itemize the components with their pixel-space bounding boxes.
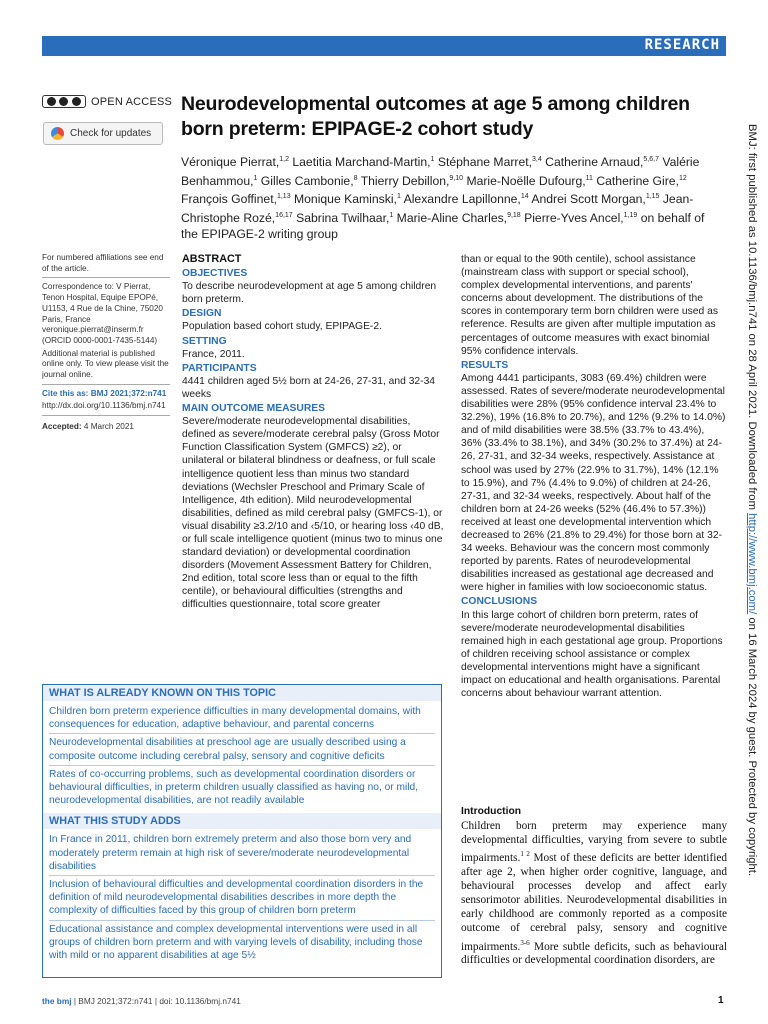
author-name xyxy=(292,155,434,169)
author-affiliation-ref: 14 xyxy=(520,193,529,201)
author-name xyxy=(531,192,659,206)
author-name-text: Stéphane Marret, xyxy=(437,155,533,170)
download-notice-post: on 16 March 2024 by guest. Protected by copyright. xyxy=(746,614,758,877)
author-name xyxy=(294,192,401,206)
author-name-text: Pierre-Yves Ancel, xyxy=(524,211,624,226)
study-adds-list xyxy=(43,829,441,968)
abstract-heading: ABSTRACT xyxy=(182,253,242,265)
creative-commons-icon xyxy=(42,95,86,108)
bmj-logo: the bmj xyxy=(42,996,72,1006)
list-item: In France in 2011, children born extremely preterm and also those born very and moderately preterm remain at high risk of severe/moderate neurodevelopmental disabilities xyxy=(49,831,435,876)
list-item: Educational assistance and complex developmental interventions were used in all groups of children born preterm and with varying levels of disability, including those with mild or no apparent disabilities at age 5½ xyxy=(49,923,423,962)
author-name xyxy=(466,174,593,188)
doi-link[interactable]: http://dx.doi.org/10.1136/bmj.n741 xyxy=(42,401,166,411)
author-affiliation-ref: 1 xyxy=(253,174,258,182)
author-affiliation-ref: 11 xyxy=(585,174,593,182)
summary-box xyxy=(42,684,442,978)
author-name xyxy=(296,211,393,225)
list-item: Inclusion of behavioural difficulties and developmental coordination disorders in the definition of mild neurodevelopmental disabilities describes in more depth the complexity of difficulties faced by this group of children born preterm xyxy=(49,876,435,921)
already-known-heading: WHAT IS ALREADY KNOWN ON THIS TOPIC xyxy=(43,685,441,701)
check-for-updates-icon xyxy=(51,127,64,140)
author-name xyxy=(404,192,529,206)
author-name xyxy=(397,211,521,225)
author-name-text: François Goffinet, xyxy=(181,192,277,207)
list-item: Children born preterm experience difficulties in many developmental domains, with consequences for education, adaptive behaviour, and parental concerns xyxy=(49,703,435,734)
footer-citation: | BMJ 2021;372:n741 | doi: 10.1136/bmj.n741 xyxy=(71,996,241,1006)
author-name-text: Thierry Debillon, xyxy=(360,173,450,188)
author-affiliation-ref: 1 xyxy=(389,211,394,219)
author-name-text: Gilles Cambonie, xyxy=(260,173,354,188)
author-name-text: Laetitia Marchand-Martin, xyxy=(292,155,431,170)
open-access-label: OPEN ACCESS xyxy=(91,95,173,108)
author-name-text: Marie-Aline Charles, xyxy=(396,211,508,226)
design-heading: DESIGN xyxy=(182,308,222,320)
author-name-text: Catherine Gire, xyxy=(596,173,679,188)
introduction-text xyxy=(461,819,727,967)
accepted-value: 4 March 2021 xyxy=(83,422,134,432)
intro-sentence-1: Children born preterm may experience many developmental difficulties, varying from severe to subtle impairments. xyxy=(461,820,727,864)
author-affiliation-ref: 1 xyxy=(430,156,435,163)
author-affiliation-ref: 1,15 xyxy=(645,193,660,201)
design-text: Population based cohort study, EPIPAGE-2. xyxy=(182,321,382,333)
additional-material-note: Additional material is published online only. To view please visit the journal online. xyxy=(42,348,169,380)
conclusions-text: In this large cohort of children born preterm, rates of severe/moderate neurodevelopmental disabilities remained high in each gestational age group. Proportions of children receiving school assistance or complex developmental interventions might have a significant impact on educational and health organisations. Parental concerns about behaviour warrant attention. xyxy=(461,609,723,700)
abstract-column-2 xyxy=(461,253,727,700)
intro-sentence-2: Most of these deficits are better identified after age 2, when higher order cognitive, language, and behavioural processes develop and affect early sensorimotor abilities. Neurodevelopmental disabilities in early childhood are commonly reported as a composite outcome of cerebral palsy, sensory and cognitive impairments. xyxy=(461,851,728,953)
results-heading: RESULTS xyxy=(461,359,509,371)
list-item: Rates of co-occurring problems, such as developmental coordination disorders or behavioural difficulties, in preterm children usually classified as having no, or mild, neurodevelopmental disabilities, are not readily available xyxy=(49,768,419,807)
author-name-text: Véronique Pierrat, xyxy=(181,155,280,170)
author-affiliation-ref: 1 xyxy=(396,193,401,201)
author-affiliation-ref: 16,17 xyxy=(275,211,293,219)
author-affiliation-ref: 3,4 xyxy=(532,156,542,163)
author-name-text: Sabrina Twilhaar, xyxy=(296,211,390,226)
introduction-section xyxy=(461,806,727,967)
author-affiliation-ref: 1,19 xyxy=(623,211,638,219)
author-name-text: Monique Kaminski, xyxy=(293,192,397,207)
download-notice-strip xyxy=(736,124,764,924)
author-affiliation-ref: 5,6,7 xyxy=(643,156,659,163)
author-affiliation-ref: 8 xyxy=(353,174,358,182)
author-name-text: Valérie Benhammou, xyxy=(181,155,700,188)
setting-heading: SETTING xyxy=(182,335,227,347)
download-notice xyxy=(746,124,758,876)
author-name xyxy=(181,192,291,206)
author-name xyxy=(545,155,659,169)
author-list xyxy=(181,152,721,242)
accepted-date xyxy=(42,422,170,433)
article-title: Neurodevelopmental outcomes at age 5 among children born preterm: EPIPAGE-2 cohort study xyxy=(181,93,690,140)
author-name xyxy=(181,155,289,169)
author-name xyxy=(361,174,463,188)
author-name xyxy=(524,211,637,225)
author-name xyxy=(261,174,358,188)
author-affiliation-ref: 9,18 xyxy=(507,211,521,219)
download-notice-pre: BMJ: first published as 10.1136/bmj.n741 on 28 April 2021. Downloaded from xyxy=(746,124,758,514)
citation-ref[interactable]: 1 2 xyxy=(520,850,530,859)
participants-text: 4441 children aged 5½ born at 24-26, 27-31, and 32-34 weeks xyxy=(182,375,436,400)
check-for-updates-button[interactable] xyxy=(43,122,163,145)
introduction-heading: Introduction xyxy=(461,806,522,817)
article-sidenote xyxy=(42,253,170,435)
outcome-measures-heading: MAIN OUTCOME MEASURES xyxy=(182,403,326,415)
author-name-text: Andrei Scott Morgan, xyxy=(531,192,646,207)
abstract-column-1 xyxy=(182,253,444,612)
author-name-text: Jean-Christophe Rozé, xyxy=(181,192,694,226)
cite-as xyxy=(42,389,170,400)
list-item: Neurodevelopmental disabilities at preschool age are usually described using a composite outcome including cerebral palsy, sensory and cognitive deficits xyxy=(49,734,435,765)
intro-sentence-3: More subtle deficits, such as behavioural difficulties or developmental coordination disorders, are xyxy=(461,940,727,967)
objectives-text: To describe neurodevelopment at age 5 among children born preterm. xyxy=(182,281,437,306)
check-for-updates-label: Check for updates xyxy=(70,128,152,139)
open-access-badge xyxy=(42,95,172,108)
cite-as-value: BMJ 2021;372:n741 xyxy=(90,388,167,398)
accepted-label: Accepted: xyxy=(42,422,82,432)
participants-heading: PARTICIPANTS xyxy=(182,362,257,374)
already-known-list xyxy=(43,701,441,813)
author-name-text: Catherine Arnaud, xyxy=(545,155,644,170)
bmj-site-link[interactable]: http://www.bmj.com/ xyxy=(746,513,758,615)
author-affiliation-ref: 1,13 xyxy=(276,193,291,201)
outcome-measures-continued: than or equal to the 90th centile), school assistance (mainstream class with support or special school), complex developmental interventions, and parents' concerns about development. The distributions of the scores in contemporary term born children were used as reference. Results are given after multiple imputation as percentages of outcome measures with exact binomial 95% confidence intervals. xyxy=(461,254,718,357)
citation-ref[interactable]: 3-6 xyxy=(520,938,530,947)
author-name xyxy=(596,174,686,188)
cite-as-label: Cite this as: xyxy=(42,388,89,398)
affiliations-note: For numbered affiliations see end of the article. xyxy=(42,253,164,273)
conclusions-heading: CONCLUSIONS xyxy=(461,596,538,608)
results-text: Among 4441 participants, 3083 (69.4%) children were assessed. Rates of severe/moderate neurodevelopmental disabilities were 28% (95% confidence interval 23.4% to 32.2%), 19% (16.8% to 20.7%), and 12% (9.2% to 14.0%) and of mild disabilities were 38.5% (33.7% to 43.4%), 36% (33.4% to 38.1%), and 34% (30.2% to 37.4%) at 24-26, 27-31, and 32-34 weeks, respectively. Assistance at school was used by 27% (22.9% to 31.7%), 14% (12.1% to 15.9%), and 7% (4.4% to 9.0%) of children at 24-26, 27-31, and 32-34 weeks, respectively. About half of the children born at 24-26 weeks (52% (46.4% to 57.3%)) received at least one developmental intervention which decreased to 26% (21.8% to 29.4%) for those born at 32-34 weeks. Behaviour was the concern most commonly reported by parents. Rates of neurodevelopmental disabilities increased as gestational age decreased and were higher in families with low socioeconomic status. xyxy=(461,372,726,594)
author-affiliation-ref: 1,2 xyxy=(279,156,289,163)
page-footer xyxy=(42,996,241,1006)
author-name-text: Marie-Noëlle Dufourg, xyxy=(466,173,586,188)
research-label: RESEARCH xyxy=(644,37,720,53)
author-name xyxy=(438,155,542,169)
correspondence-note: Correspondence to: V Pierrat, Tenon Hospital, Equipe EPOPé, U1153, 4 Rue de la Chine, 75020 Paris, France veronique.pierrat@inserm.fr (ORCID 0000-0001-7435-5144) xyxy=(42,282,163,345)
page-number: 1 xyxy=(718,995,724,1006)
study-adds-heading: WHAT THIS STUDY ADDS xyxy=(43,813,441,829)
author-affiliation-ref: 12 xyxy=(678,174,687,182)
author-affiliation-ref: 9,10 xyxy=(449,174,464,182)
author-name-text: Alexandre Lapillonne, xyxy=(403,192,521,207)
outcome-measures-text: Severe/moderate neurodevelopmental disabilities, defined as severe/moderate cerebral palsy (Gross Motor Function Classification System (GMFCS) ≥2), or unilateral or bilateral blindness or deafness, or full scale intelligence quotient less than minus two standard deviations (Wechsler Preschool and Primary Scale of Intelligence, 4th edition). Mild neurodevelopmental disabilities, defined as mild cerebral palsy (GMFCS-1), or visual disability ≥3.2/10 and ‹5/10, or hearing loss ‹40 dB, or full scale intelligence quotient (minus two to minus one standard deviation) or developmental coordination disorders (Movement Assessment Battery for Children, 2nd edition, total score less than or equal to the fifth centile), or behavioural difficulties (strengths and difficulties questionnaire, total score greater xyxy=(182,416,444,611)
research-banner xyxy=(42,36,726,56)
writing-group-note: on behalf of the EPIPAGE-2 writing group xyxy=(181,211,705,241)
objectives-heading: OBJECTIVES xyxy=(182,268,248,280)
setting-text: France, 2011. xyxy=(182,348,245,360)
